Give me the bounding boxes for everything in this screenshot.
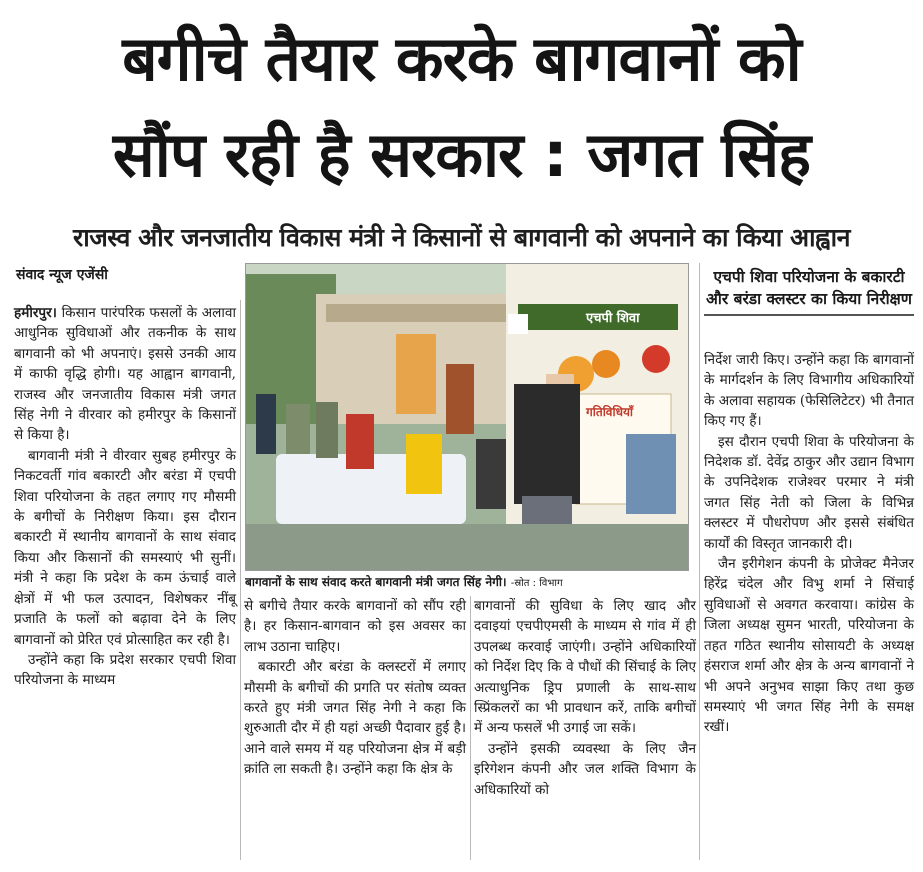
paragraph: किसान पारंपरिक फसलों के अलावा आधुनिक सुविधाओं और तकनीक के साथ बागवानी को भी अपनाएं। इससे उनकी आय में काफी वृद्धि होगी। यह आह्वान बागवानी, राजस्व और जनजातीय विकास मंत्री जगत सिंह नेगी ने वीरवार को हमीरपुर के किसानों से किया है।: [14, 305, 236, 444]
column-rule: [470, 596, 471, 860]
article-column-2: [244, 596, 466, 780]
banner-text: एचपी शिवा: [586, 311, 640, 326]
caption-source: -स्रोत : विभाग: [510, 578, 563, 589]
news-agency: संवाद न्यूज एजेंसी: [16, 267, 108, 283]
paragraph: उन्होंने इसकी व्यवस्था के लिए जैन इरिगेशन कंपनी और जल शक्ति विभाग के अधिकारियों को: [474, 740, 696, 798]
photo-illustration: [246, 264, 688, 570]
article-column-3: [474, 596, 696, 800]
news-photo: [245, 263, 689, 571]
paragraph: बकारटी और बरंडा के क्लस्टरों में लगाए मौसमी के बगीचों की प्रगति पर संतोष व्यक्त करते हुए मंत्री जगत सिंह नेगी ने कहा कि शुरुआती दौर में ही यहां अच्छी पैदावार हुई है। आने वाले समय में यह परियोजना क्षेत्र में बड़ी क्रांति ला सकती है। उन्होंने कहा कि क्षेत्र के: [244, 659, 466, 778]
paragraph: से बगीचे तैयार करके बागवानों को सौंप रही है। हर किसान-बागवान को इस अवसर का लाभ उठाना चाहिए।: [244, 598, 466, 655]
headline-line-1: बगीचे तैयार करके बागवानों को: [122, 22, 801, 95]
paragraph: बागवानी मंत्री ने वीरवार सुबह हमीरपुर के निकटवर्ती गांव बकारटी और बरंडा में एचपी शिवा परियोजना के तहत लगाए गए मौसमी के बगीचों के निरीक्षण किया। इस दौरान बकारटी में स्थानीय बागवानों के साथ संवाद किया और किसानों की समस्याएं भी सुनीं। मंत्री ने कहा कि प्रदेश के कम ऊंचाई वाले क्षेत्रों में भी फल उत्पादन, विशेषकर नींबू प्रजाति के फलों को बढ़ावा देने के लिए बागवानों को प्रेरित एवं प्रोत्साहित कर रही है।: [14, 447, 236, 648]
paragraph: बागवानों की सुविधा के लिए खाद और दवाइयां एचपीएमसी के माध्यम से गांव में ही उपलब्ध करवाई जाएंगी। उन्होंने अधिकारियों को निर्देश दिए कि वे पौधों की सिंचाई के लिए अत्याधुनिक ड्रिप प्रणाली के साथ-साथ स्प्रिंकलरों का भी प्रावधान करें, ताकि बगीचों में अन्य फसलें भी उगाई जा सकें।: [474, 598, 696, 737]
article-column-1: [14, 303, 236, 691]
headline-line-2: सौंप रही है सरकार : जगत सिंह: [112, 118, 811, 191]
paragraph: उन्होंने कहा कि प्रदेश सरकार एचपी शिवा परियोजना के माध्यम: [14, 651, 236, 689]
caption-text: बागवानों के साथ संवाद करते बागवानी मंत्री जगत सिंह नेगी।: [245, 575, 507, 589]
side-heading: एचपी शिवा परियोजना के बकारटी और बरंडा क्लस्टर का किया निरीक्षण: [704, 266, 914, 316]
article-column-4: [704, 350, 914, 738]
paragraph: जैन इरीगेशन कंपनी के प्रोजेक्ट मैनेजर हिरेंद्र चंदेल और विभु शर्मा ने सिंचाई सुविधाओं से अवगत करवाया। कांग्रेस के जिला अध्यक्ष सुमन भारती, परियोजना के तहत गठित स्थानीय सोसायटी के अध्यक्ष हंसराज शर्मा और क्षेत्र के अन्य बागवानों ने भी अपने अनुभव साझा किए तथा कुछ समस्याएं भी जगत सिंह नेगी के समक्ष रखीं।: [704, 556, 914, 736]
photo-caption: [245, 572, 687, 592]
paragraph: इस दौरान एचपी शिवा के परियोजना के निदेशक डॉ. देवेंद्र ठाकुर और उद्यान विभाग के उपनिदेशक राजेश्वर परमार ने मंत्री जगत सिंह नेती को जिला के विभिन्न क्लस्टर में पौधरोपण और इससे संबंधित कार्यों की विस्तृत जानकारी दी।: [704, 433, 914, 552]
subheadline: राजस्व और जनजातीय विकास मंत्री ने किसानों से बागवानी को अपनाने का किया आह्वान: [73, 223, 850, 252]
column-rule: [699, 263, 700, 860]
dateline: हमीरपुर।: [14, 305, 57, 321]
paragraph: निर्देश जारी किए। उन्होंने कहा कि बागवानों के मार्गदर्शन के लिए विभागीय अधिकारियों के अलावा सहायक (फेसिलिटेटर) भी तैनात किए गए हैं।: [704, 352, 914, 430]
column-rule: [240, 300, 241, 860]
board-title: गतिविधियाँ: [586, 405, 634, 419]
